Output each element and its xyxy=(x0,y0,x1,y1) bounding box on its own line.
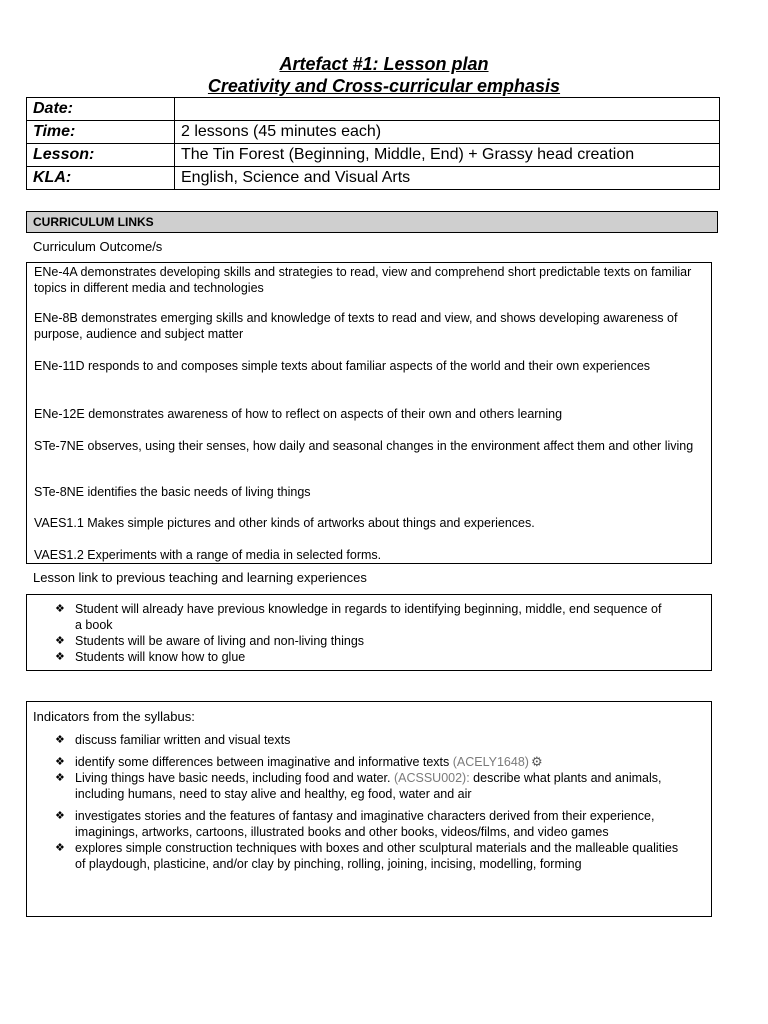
outcome-item: STe-7NE observes, using their senses, how daily and seasonal changes in the environment affect them and other living xyxy=(34,439,694,453)
table-row xyxy=(27,121,720,144)
bullet-diamond-icon: ❖ xyxy=(55,603,65,615)
outcome-item: ENe-11D responds to and composes simple texts about familiar aspects of the world and their own experiences xyxy=(34,359,651,373)
outcome-item: ENe-4A demonstrates developing skills and strategies to read, view and comprehend short predictable texts on familiar topics in different media and technologies xyxy=(34,265,692,295)
outcome-item: VAES1.2 Experiments with a range of media in selected forms. xyxy=(34,548,382,562)
list-item: ❖ explores simple construction techniques with boxes and other sculptural materials and the malleable qualities of playdough, plasticine, and/or clay by pinching, rolling, joining, incising, modelling, forming xyxy=(55,841,679,871)
bullet-diamond-icon: ❖ xyxy=(55,651,65,663)
lesson-link-box xyxy=(26,594,712,671)
bullet-diamond-icon: ❖ xyxy=(55,635,65,647)
bullet-diamond-icon: ❖ xyxy=(55,810,65,822)
bullet-diamond-icon: ❖ xyxy=(55,772,65,784)
outcome-item: ENe-12E demonstrates awareness of how to reflect on aspects of their own and others learning xyxy=(34,407,563,421)
lesson-info-table xyxy=(26,97,720,190)
outcomes-box xyxy=(26,262,712,564)
indicators-list xyxy=(49,808,691,872)
time-value: 2 lessons (45 minutes each) xyxy=(175,121,720,144)
list-item: ❖ Student will already have previous knowledge in regards to identifying beginning, middle, end sequence of a book xyxy=(55,602,662,632)
date-value xyxy=(175,98,720,121)
list-item: ❖ Students will know how to glue xyxy=(55,650,246,664)
outcome-item: ENe-8B demonstrates emerging skills and knowledge of texts to read and view, and shows developing awareness of purpose, audience and subject matter xyxy=(34,311,678,341)
bullet-diamond-icon: ❖ xyxy=(55,734,65,746)
curriculum-links-header: CURRICULUM LINKS xyxy=(26,211,718,233)
lesson-link-label: Lesson link to previous teaching and learning experiences xyxy=(33,570,367,585)
list-item: ❖ discuss familiar written and visual texts xyxy=(55,733,291,747)
outcomes-label: Curriculum Outcome/s xyxy=(33,239,163,254)
list-item: ❖ investigates stories and the features of fantasy and imaginative characters derived from their experience, imaginings, artworks, cartoons, illustrated books and other books, videos/films, and video games xyxy=(55,809,655,839)
document-title: Artefact #1: Lesson plan xyxy=(279,54,489,74)
lesson-value: The Tin Forest (Beginning, Middle, End) + Grassy head creation xyxy=(175,144,720,167)
table-row xyxy=(27,144,720,167)
bullet-diamond-icon: ❖ xyxy=(55,842,65,854)
lesson-label: Lesson: xyxy=(27,144,175,167)
indicators-list xyxy=(49,754,691,802)
outcome-item: VAES1.1 Makes simple pictures and other kinds of artworks about things and experiences. xyxy=(34,516,535,530)
lesson-link-list xyxy=(49,601,671,665)
outcome-item: STe-8NE identifies the basic needs of living things xyxy=(34,485,311,499)
table-row xyxy=(27,167,720,190)
indicators-label: Indicators from the syllabus: xyxy=(33,709,195,724)
indicators-box xyxy=(26,701,712,917)
gear-icon[interactable]: ⚙ xyxy=(530,754,543,769)
kla-value: English, Science and Visual Arts xyxy=(175,167,720,190)
list-item: ❖ Students will be aware of living and non-living things xyxy=(55,634,365,648)
list-item: ❖ Living things have basic needs, including food and water. (ACSSU002): describe what plants and animals, including humans, need to stay alive and healthy, eg food, water and air xyxy=(55,771,662,801)
indicators-list xyxy=(49,732,691,748)
list-item: ❖ identify some differences between imaginative and informative texts (ACELY1648) ⚙ xyxy=(55,754,543,769)
table-row xyxy=(27,98,720,121)
date-label: Date: xyxy=(27,98,175,121)
bullet-diamond-icon: ❖ xyxy=(55,756,65,768)
time-label: Time: xyxy=(27,121,175,144)
kla-label: KLA: xyxy=(27,167,175,190)
document-subtitle: Creativity and Cross-curricular emphasis xyxy=(207,76,561,96)
